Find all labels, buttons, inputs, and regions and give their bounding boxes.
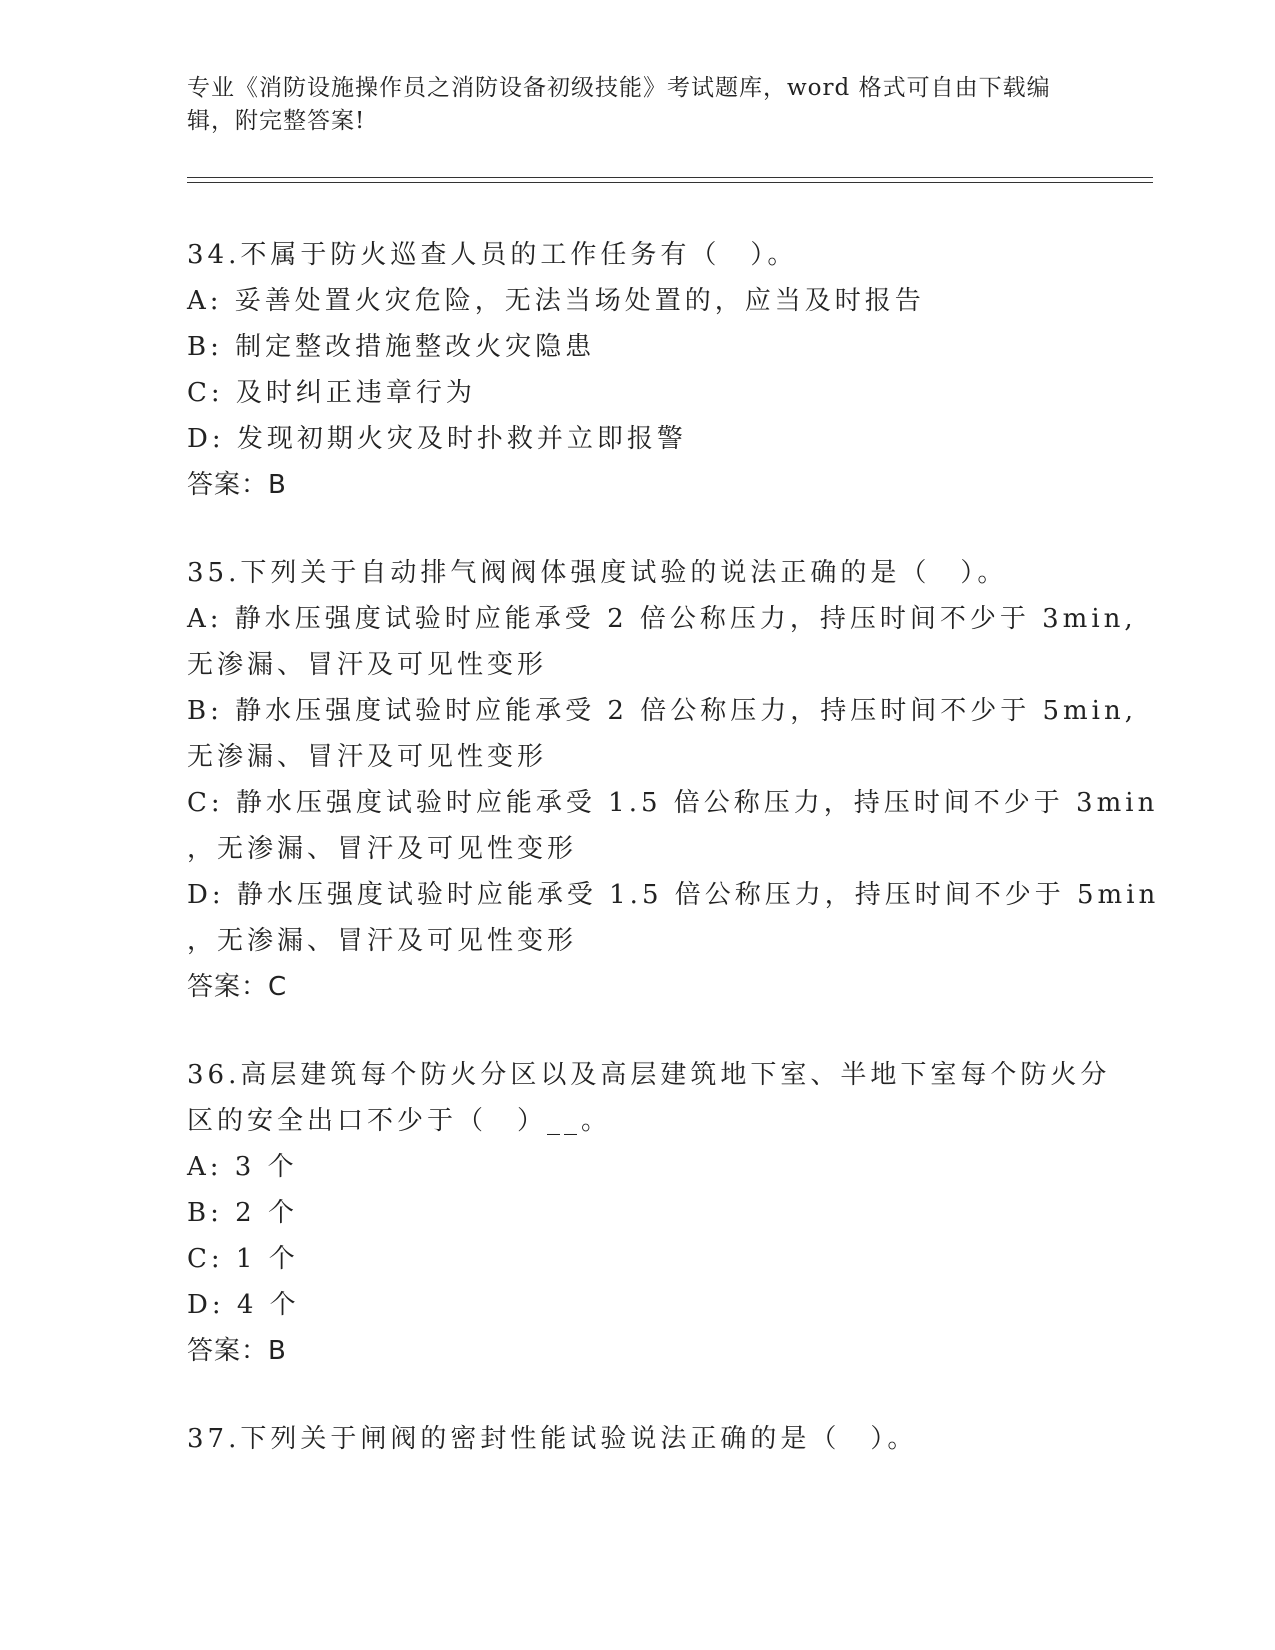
option-c: C: 及时纠正违章行为 [187,378,476,408]
option-d-continued: ，无渗漏、冒汗及可见性变形 [187,926,578,956]
option-b: B: 静水压强度试验时应能承受 2 倍公称压力，持压时间不少于 5min, [187,696,1137,726]
question-stem: 34.不属于防火巡查人员的工作任务有（ ）。 [187,240,798,270]
question-stem: 35.下列关于自动排气阀阀体强度试验的说法正确的是（ ）。 [187,558,1008,588]
document-header [187,72,1087,138]
question-35 [187,550,1160,1010]
question-36 [187,1052,1111,1374]
option-d: D: 发现初期火灾及时扑救并立即报警 [187,424,687,454]
option-a: A: 静水压强度试验时应能承受 2 倍公称压力，持压时间不少于 3min, [187,604,1137,634]
option-d: D: 4 个 [187,1290,300,1320]
option-d: D: 静水压强度试验时应能承受 1.5 倍公称压力，持压时间不少于 5min [187,880,1160,910]
answer-text: 答案：B [187,1336,287,1366]
option-c-continued: ，无渗漏、冒汗及可见性变形 [187,834,578,864]
option-b: B: 2 个 [187,1198,298,1228]
answer-text: 答案：C [187,972,288,1002]
option-c: C: 静水压强度试验时应能承受 1.5 倍公称压力，持压时间不少于 3min [187,788,1159,818]
question-stem: 36.高层建筑每个防火分区以及高层建筑地下室、半地下室每个防火分 [187,1060,1111,1090]
question-list [187,232,1160,1504]
question-stem-continued: 区的安全出口不少于（ ）__。 [187,1106,612,1136]
question-34 [187,232,1107,508]
option-b: B: 制定整改措施整改火灾隐患 [187,332,596,362]
header-line-1: 专业《消防设施操作员之消防设备初级技能》考试题库，word 格式可自由下载编 [187,75,1051,101]
header-divider-bottom [187,182,1153,183]
option-a: A: 3 个 [187,1152,298,1182]
option-a-continued: 无渗漏、冒汗及可见性变形 [187,650,548,680]
question-37 [187,1416,1107,1462]
option-c: C: 1 个 [187,1244,299,1274]
question-stem: 37.下列关于闸阀的密封性能试验说法正确的是（ ）。 [187,1424,918,1454]
header-divider-top [187,177,1153,178]
option-b-continued: 无渗漏、冒汗及可见性变形 [187,742,548,772]
option-a: A: 妥善处置火灾危险，无法当场处置的，应当及时报告 [187,286,925,316]
answer-text: 答案：B [187,470,287,500]
header-line-2: 辑，附完整答案! [187,108,366,134]
